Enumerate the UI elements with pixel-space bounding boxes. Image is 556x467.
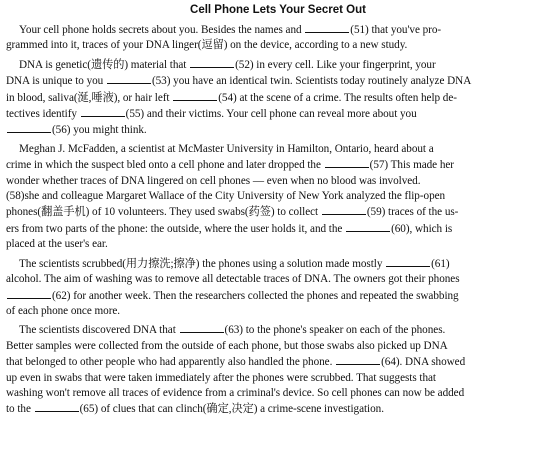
passage-body (6, 22, 550, 418)
text-line (6, 189, 550, 204)
paragraph (6, 57, 550, 139)
paragraph (6, 142, 550, 253)
text-line (6, 339, 550, 354)
line-text: placed at the user's ear. (6, 238, 108, 251)
line-text: at the scene of a crime. The results often help de- (236, 91, 457, 104)
text-line (6, 304, 550, 319)
line-text: to the (6, 403, 34, 416)
blank-number: (65) (79, 403, 99, 416)
text-line (6, 272, 550, 287)
text-line (6, 142, 550, 157)
text-line (6, 57, 550, 73)
line-text: of clues that can clinch(确定,决定) a crime-scene investigation. (98, 403, 384, 416)
text-line (6, 204, 550, 220)
blank-number: (64) (381, 356, 400, 369)
text-line (6, 22, 550, 38)
text-line (6, 157, 550, 173)
blank-number: (53) (151, 75, 171, 88)
blank-number: (60) (391, 222, 410, 235)
answer-blank[interactable] (7, 288, 51, 299)
blank-number: (59) (366, 206, 386, 219)
answer-blank[interactable] (35, 401, 79, 412)
text-line (6, 38, 550, 53)
line-text: This made her (388, 159, 454, 172)
line-text: that belonged to other people who had apparently also handled the phone. (6, 356, 336, 369)
line-text: DNA is unique to you (6, 75, 106, 88)
text-line (6, 322, 550, 338)
line-text: traces of the us- (385, 206, 459, 219)
line-text: wonder whether traces of DNA lingered on cell phones — even when no blood was involved. (6, 174, 421, 187)
paragraph (6, 322, 550, 417)
answer-blank[interactable] (346, 221, 390, 232)
text-line (6, 106, 550, 122)
text-line (6, 73, 550, 89)
blank-number: (54) (218, 91, 237, 104)
text-line (6, 174, 550, 189)
line-text: phones(翻盖手机) of 10 volunteers. They used swabs(药签) to collect (6, 206, 321, 219)
text-line (6, 401, 550, 417)
text-line (6, 354, 550, 370)
text-line (6, 386, 550, 401)
text-line (6, 256, 550, 272)
blank-number: (62) (52, 289, 71, 302)
line-text: ers from two parts of the phone: the outside, where the user holds it, and the (6, 222, 346, 235)
text-line (6, 122, 550, 138)
answer-blank[interactable] (81, 106, 125, 117)
line-text: crime in which the suspect bled onto a cell phone and later dropped the (6, 159, 324, 172)
paragraph (6, 22, 550, 54)
answer-blank[interactable] (336, 354, 380, 365)
blank-number: (55) (125, 108, 145, 121)
text-line (6, 288, 550, 304)
line-text: DNA is genetic(遗传的) material that (19, 58, 190, 71)
line-text: Better samples were collected from the outside of each phone, but those swabs also picked up DNA (6, 339, 448, 352)
answer-blank[interactable] (386, 256, 430, 267)
blank-number: (51) (350, 24, 369, 36)
line-text: The scientists discovered DNA that (19, 324, 179, 337)
blank-number: (61) (431, 257, 450, 270)
blank-number: (63) (224, 324, 243, 337)
line-text: Meghan J. McFadden, a scientist at McMaster University in Hamilton, Ontario, heard about a (19, 142, 434, 155)
line-text: that you've pro- (368, 24, 442, 36)
answer-blank[interactable] (180, 322, 224, 333)
blank-number: (57) (369, 159, 389, 172)
line-text: , which is (409, 222, 453, 235)
line-text: you might think. (70, 124, 147, 137)
line-text: alcohol. The aim of washing was to remove all detectable traces of DNA. The owners got their phones (6, 273, 460, 286)
answer-blank[interactable] (305, 22, 349, 33)
text-line (6, 90, 550, 106)
passage-title: Cell Phone Lets Your Secret Out (190, 4, 366, 16)
line-text: you have an identical twin. Scientists today routinely analyze DNA (170, 75, 472, 88)
line-text: in every cell. Like your fingerprint, your (253, 58, 436, 71)
blank-number: (56) (52, 124, 71, 137)
line-text: Your cell phone holds secrets about you. Besides the names and (19, 24, 305, 36)
answer-blank[interactable] (107, 73, 151, 84)
line-text: for another week. Then the researchers collected the phones and repeated the swabbing (70, 289, 459, 302)
blank-number: (52) (235, 58, 254, 71)
text-line (6, 221, 550, 237)
line-text: of each phone once more. (6, 304, 121, 317)
answer-blank[interactable] (173, 90, 217, 101)
line-text: The scientists scrubbed(用力擦洗;擦净) the phones using a solution made mostly (19, 257, 386, 270)
line-text: (58)she and colleague Margaret Wallace of the City University of New York analyzed the flip-open (6, 190, 446, 203)
line-text: washing won't remove all traces of evidence from a criminal's device. So cell phones can now be added (6, 386, 465, 399)
text-line (6, 371, 550, 386)
line-text: tectives identify (6, 108, 80, 121)
answer-blank[interactable] (325, 157, 369, 168)
line-text: to the phone's speaker on each of the phones. (242, 324, 446, 337)
paragraph (6, 256, 550, 320)
answer-blank[interactable] (322, 204, 366, 215)
answer-blank[interactable] (190, 57, 234, 68)
text-line (6, 237, 550, 252)
line-text: and their victims. Your cell phone can reveal more about you (144, 108, 417, 121)
line-text: up even in swabs that were taken immediately after the phones were scrubbed. That suggests that (6, 371, 436, 384)
answer-blank[interactable] (7, 122, 51, 133)
line-text: in blood, saliva(涎,唾液), or hair left (6, 91, 173, 104)
line-text: . DNA showed (399, 356, 466, 369)
line-text: grammed into it, traces of your DNA linger(逗留) on the device, according to a new study. (6, 39, 408, 52)
